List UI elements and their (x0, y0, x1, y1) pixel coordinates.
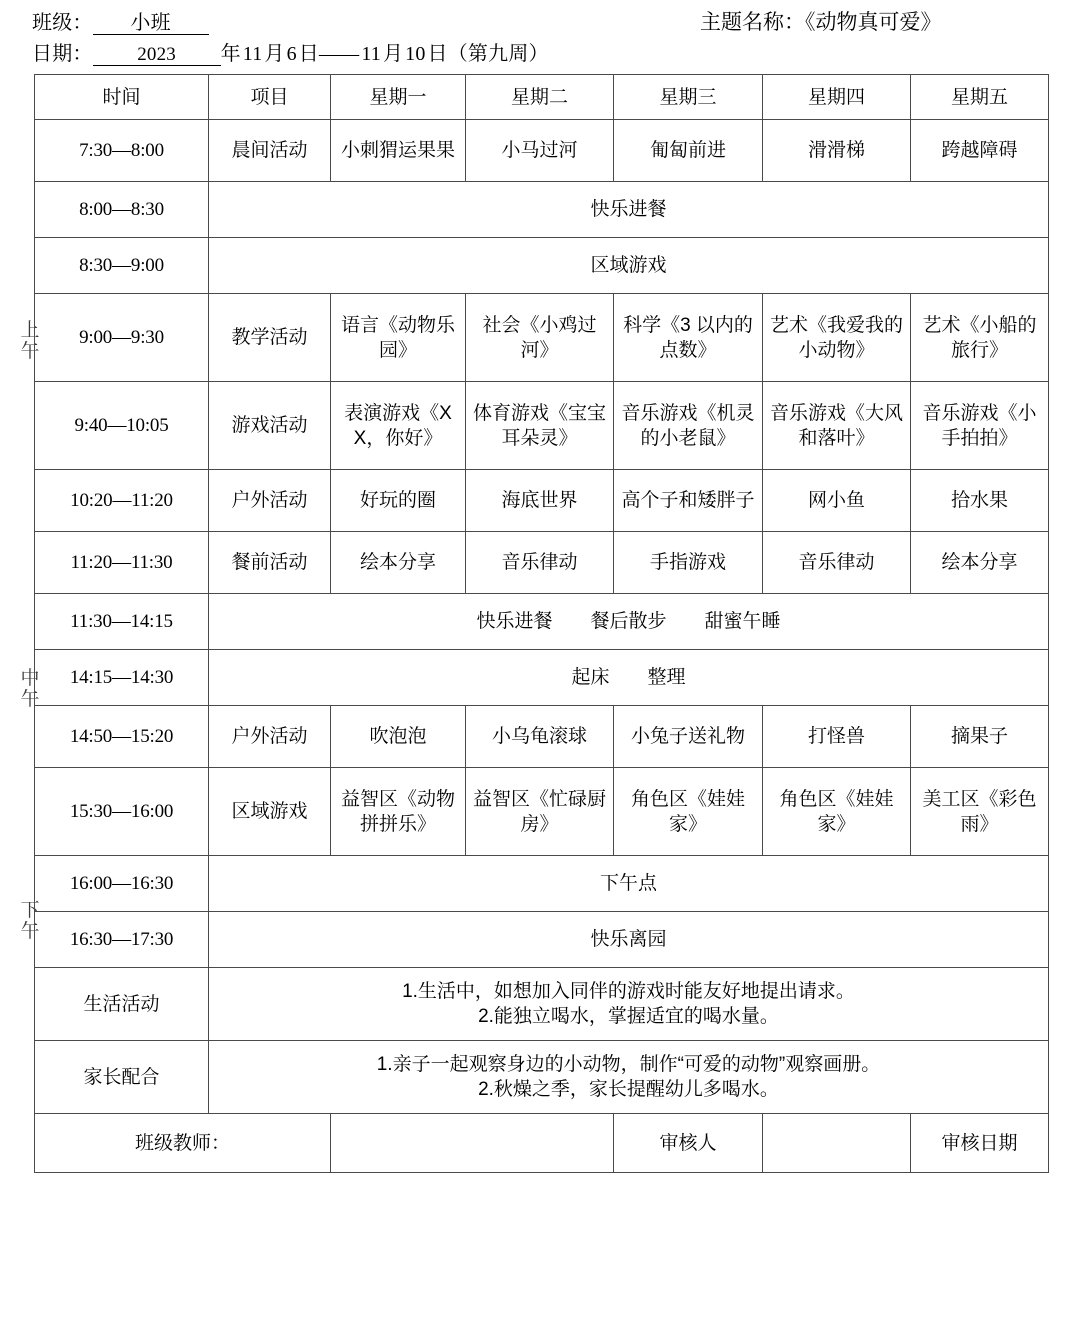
reviewer-label: 审核人 (614, 1114, 763, 1173)
notes-row-life (35, 968, 1049, 1041)
table-row (35, 912, 1049, 968)
row-project: 户外活动 (209, 470, 331, 532)
note-line: 1.亲子一起观察身边的小动物，制作“可爱的动物”观察画册。 (376, 1054, 881, 1075)
note-line: 2.秋燥之季，家长提醒幼儿多喝水。 (478, 1079, 779, 1100)
note-line: 2.能独立喝水，掌握适宜的喝水量。 (478, 1006, 779, 1027)
row-time: 16:30—17:30 (35, 912, 209, 968)
class-line (32, 12, 209, 35)
cell-friday: 美工区《彩色雨》 (911, 768, 1049, 856)
date-line (32, 43, 549, 66)
cell-tuesday: 小乌龟滚球 (466, 706, 614, 768)
cell-friday: 艺术《小船的旅行》 (911, 294, 1049, 382)
cell-thursday: 滑滑梯 (763, 120, 911, 182)
row-time: 14:15—14:30 (35, 650, 209, 706)
cell-tuesday: 海底世界 (466, 470, 614, 532)
table-row (35, 856, 1049, 912)
merged-activity-cell: 快乐离园 (209, 912, 1049, 968)
document-header (0, 0, 1078, 74)
cell-monday: 语言《动物乐园》 (331, 294, 466, 382)
cell-wednesday: 高个子和矮胖子 (614, 470, 763, 532)
cell-wednesday: 匍匐前进 (614, 120, 763, 182)
note-label-parent: 家长配合 (35, 1041, 209, 1114)
cell-wednesday: 小兔子送礼物 (614, 706, 763, 768)
cell-wednesday: 手指游戏 (614, 532, 763, 594)
cell-friday: 跨越障碍 (911, 120, 1049, 182)
merged-activity-cell: 起床 整理 (209, 650, 1049, 706)
cell-friday: 摘果子 (911, 706, 1049, 768)
cell-tuesday: 小马过河 (466, 120, 614, 182)
merged-activity-cell: 下午点 (209, 856, 1049, 912)
day-start: 6 (286, 43, 297, 65)
cell-monday: 绘本分享 (331, 532, 466, 594)
cell-thursday: 音乐律动 (763, 532, 911, 594)
cell-friday: 绘本分享 (911, 532, 1049, 594)
cell-thursday: 打怪兽 (763, 706, 911, 768)
cell-monday: 小刺猬运果果 (331, 120, 466, 182)
row-project: 餐前活动 (209, 532, 331, 594)
cell-wednesday: 音乐游戏《机灵的小老鼠》 (614, 382, 763, 470)
month-unit-1: 月 (264, 43, 285, 65)
col-header-wednesday: 星期三 (614, 75, 763, 120)
table-row (35, 182, 1049, 238)
row-time: 15:30—16:00 (35, 768, 209, 856)
table-row (35, 594, 1049, 650)
row-project: 区域游戏 (209, 768, 331, 856)
review-date-label: 审核日期 (911, 1114, 1049, 1173)
schedule-table (34, 74, 1049, 1173)
cell-thursday: 艺术《我爱我的小动物》 (763, 294, 911, 382)
merged-activity-cell: 区域游戏 (209, 238, 1049, 294)
cell-thursday: 网小鱼 (763, 470, 911, 532)
notes-row-parent (35, 1041, 1049, 1114)
note-body-life (209, 968, 1049, 1041)
cell-monday: 好玩的圈 (331, 470, 466, 532)
row-time: 8:30—9:00 (35, 238, 209, 294)
col-header-friday: 星期五 (911, 75, 1049, 120)
row-time: 8:00—8:30 (35, 182, 209, 238)
reviewer-value-field[interactable] (763, 1114, 911, 1173)
row-time: 10:20—11:20 (35, 470, 209, 532)
row-time: 16:00—16:30 (35, 856, 209, 912)
table-row (35, 768, 1049, 856)
row-project: 户外活动 (209, 706, 331, 768)
cell-wednesday: 科学《3 以内的点数》 (614, 294, 763, 382)
row-time: 9:40—10:05 (35, 382, 209, 470)
table-row (35, 650, 1049, 706)
period-label-afternoon: 下午 (20, 900, 40, 942)
year-value-field[interactable]: 2023 (93, 44, 221, 66)
note-label-life: 生活活动 (35, 968, 209, 1041)
note-line: 1.生活中，如想加入同伴的游戏时能友好地提出请求。 (402, 981, 855, 1002)
table-row (35, 382, 1049, 470)
theme-label: 主题名称： (700, 11, 805, 34)
signature-row (35, 1114, 1049, 1173)
row-time: 9:00—9:30 (35, 294, 209, 382)
table-row (35, 294, 1049, 382)
month-start: 11 (242, 43, 263, 65)
table-row (35, 238, 1049, 294)
col-header-thursday: 星期四 (763, 75, 911, 120)
cell-monday: 表演游戏《XX，你好》 (331, 382, 466, 470)
row-time: 14:50—15:20 (35, 706, 209, 768)
date-label: 日期： (32, 43, 93, 65)
month-unit-2: 月 (382, 43, 404, 65)
cell-tuesday: 体育游戏《宝宝耳朵灵》 (466, 382, 614, 470)
row-time: 11:30—14:15 (35, 594, 209, 650)
table-header-row (35, 75, 1049, 120)
year-unit: 年 (220, 43, 241, 65)
cell-friday: 音乐游戏《小手拍拍》 (911, 382, 1049, 470)
col-header-project: 项目 (209, 75, 331, 120)
table-row (35, 532, 1049, 594)
teacher-label: 班级教师： (35, 1114, 331, 1173)
merged-activity-cell: 快乐进餐 餐后散步 甜蜜午睡 (209, 594, 1049, 650)
day-unit-1: 日 (298, 43, 319, 65)
day-end: 10 (405, 43, 426, 65)
row-project: 晨间活动 (209, 120, 331, 182)
cell-tuesday: 益智区《忙碌厨房》 (466, 768, 614, 856)
col-header-time: 时间 (35, 75, 209, 120)
period-label-morning: 上午 (20, 320, 40, 362)
cell-tuesday: 音乐律动 (466, 532, 614, 594)
day-unit-2: 日 (427, 43, 448, 65)
month-end: 11 (361, 43, 382, 65)
week-note: （第九周） (447, 43, 549, 65)
cell-monday: 吹泡泡 (331, 706, 466, 768)
table-row (35, 470, 1049, 532)
cell-monday: 益智区《动物拼拼乐》 (331, 768, 466, 856)
row-time: 11:20—11:30 (35, 532, 209, 594)
table-row (35, 706, 1049, 768)
class-value-field[interactable]: 小班 (93, 13, 209, 35)
cell-thursday: 角色区《娃娃家》 (763, 768, 911, 856)
theme-line (700, 12, 942, 33)
row-project: 教学活动 (209, 294, 331, 382)
row-time: 7:30—8:00 (35, 120, 209, 182)
cell-friday: 拾水果 (911, 470, 1049, 532)
merged-activity-cell: 快乐进餐 (209, 182, 1049, 238)
cell-thursday: 音乐游戏《大风和落叶》 (763, 382, 911, 470)
class-label: 班级： (32, 12, 93, 34)
period-label-noon: 中午 (20, 668, 40, 710)
table-row (35, 120, 1049, 182)
note-body-parent (209, 1041, 1049, 1114)
row-project: 游戏活动 (209, 382, 331, 470)
teacher-value-field[interactable] (331, 1114, 614, 1173)
cell-wednesday: 角色区《娃娃家》 (614, 768, 763, 856)
cell-tuesday: 社会《小鸡过河》 (466, 294, 614, 382)
col-header-tuesday: 星期二 (466, 75, 614, 120)
theme-value: 《动物真可爱》 (805, 11, 942, 34)
date-range-dash: —— (318, 43, 360, 65)
col-header-monday: 星期一 (331, 75, 466, 120)
